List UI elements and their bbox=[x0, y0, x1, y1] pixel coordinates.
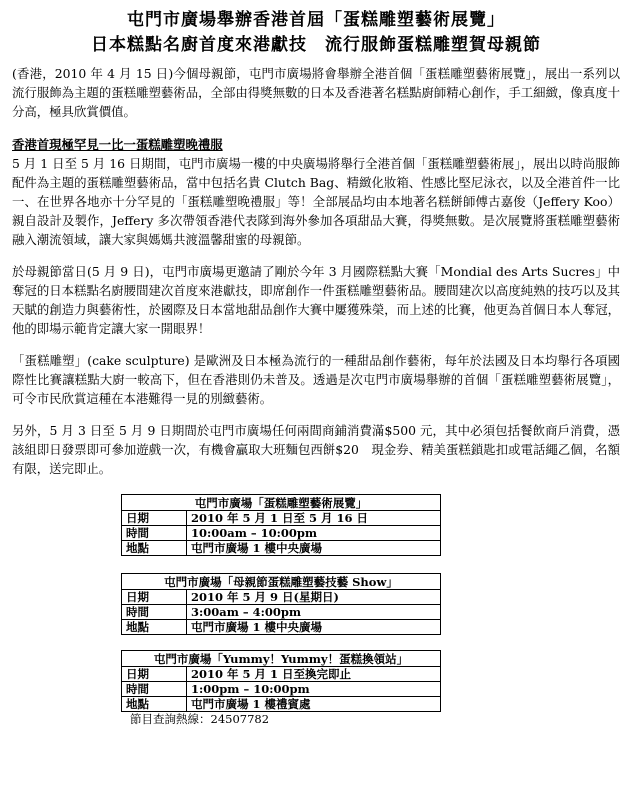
event-table-demo-show bbox=[121, 573, 441, 635]
row-value: 2010 年 5 月 1 日至 5 月 16 日 bbox=[187, 511, 441, 526]
intro-paragraph: (香港，2010 年 4 月 15 日)今個母親節，屯門市廣場將會舉辦全港首個「蛋糕雕塑藝術展覽」，展出一系列以流行服飾為主題的蛋糕雕塑藝術品，全部由得獎無數的日本及香港著名糕點廚師精心創作，手工細緻，像真度十分高，極具欣賞價值。 bbox=[12, 66, 620, 119]
title-line-2: 日本糕點名廚首度來港獻技 流行服飾蛋糕雕塑賀母親節 bbox=[91, 35, 541, 55]
row-label: 地點 bbox=[122, 620, 187, 635]
row-value: 3:00am – 4:00pm bbox=[187, 605, 441, 620]
row-value: 屯門市廣場 1 樓禮賓處 bbox=[187, 697, 441, 712]
table-row bbox=[122, 541, 441, 556]
table-row bbox=[122, 511, 441, 526]
row-value: 屯門市廣場 1 樓中央廣場 bbox=[187, 541, 441, 556]
row-value: 2010 年 5 月 1 日至換完即止 bbox=[187, 667, 441, 682]
row-label: 時間 bbox=[122, 605, 187, 620]
table-row bbox=[122, 620, 441, 635]
row-label: 日期 bbox=[122, 511, 187, 526]
table-header: 屯門市廣場「蛋糕雕塑藝術展覽」 bbox=[122, 495, 441, 511]
table-row bbox=[122, 526, 441, 541]
row-value: 屯門市廣場 1 樓中央廣場 bbox=[187, 620, 441, 635]
row-label: 地點 bbox=[122, 541, 187, 556]
table-row bbox=[122, 697, 441, 712]
hotline-text: 節目查詢熱線：24507782 bbox=[130, 712, 270, 726]
title-line-1: 屯門市廣場舉辦香港首屆「蛋糕雕塑藝術展覽」 bbox=[127, 10, 505, 30]
table-row bbox=[122, 682, 441, 697]
paragraph-game: 另外，5 月 3 日至 5 月 9 日期間於屯門市廣場任何兩間商鋪消費滿$500 元，其中必須包括餐飲商戶消費，憑該組即日發票即可參加遊戲一次，有機會贏取大班麵包西餅$20 現金券、精美蛋糕鎖匙扣或電話繩乙個，名額有限，送完即止。 bbox=[12, 423, 620, 476]
paragraph-chef-demo: 於母親節當日(5 月 9 日)，屯門市廣場更邀請了剛於今年 3 月國際糕點大賽「Mondial des Arts Sucres」中奪冠的日本糕點名廚腰間建次首度來港獻技，即席創作一件蛋糕雕塑藝術品。腰間建次以高度純熟的技巧以及其天賦的創造力與藝術性，於國際及日本當地甜品創作大賽中屢獲殊榮，而上述的比賽，他更為首個日本人奪冠，他的即場示範肯定讓大家一開眼界！ bbox=[12, 264, 620, 336]
row-value: 2010 年 5 月 9 日(星期日) bbox=[187, 590, 441, 605]
row-value: 10:00am – 10:00pm bbox=[187, 526, 441, 541]
section-heading: 香港首現極罕見一比一蛋糕雕塑晚禮服 bbox=[12, 137, 223, 152]
table-row bbox=[122, 667, 441, 682]
table-row bbox=[122, 590, 441, 605]
table-header: 屯門市廣場「母親節蛋糕雕塑藝技藝 Show」 bbox=[122, 574, 441, 590]
row-value: 1:00pm – 10:00pm bbox=[187, 682, 441, 697]
row-label: 日期 bbox=[122, 590, 187, 605]
row-label: 時間 bbox=[122, 682, 187, 697]
paragraph-cake-sculpture: 「蛋糕雕塑」(cake sculpture) 是歐洲及日本極為流行的一種甜品創作藝術，每年於法國及日本均舉行各項國際性比賽讓糕點大廚一較高下，但在香港則仍未普及。透過是次屯門市廣場舉辦的首個「蛋糕雕塑藝術展覽」，可令市民欣賞這種在本港難得一見的別緻藝術。 bbox=[12, 353, 620, 406]
row-label: 地點 bbox=[122, 697, 187, 712]
event-table-redemption bbox=[121, 650, 441, 712]
paragraph-exhibition: 5 月 1 日至 5 月 16 日期間，屯門市廣場一樓的中央廣場將舉行全港首個「蛋糕雕塑藝術展」，展出以時尚服飾配件為主題的蛋糕雕塑藝術品，當中包括名貴 Clutch Bag、精緻化妝箱、性感比堅尼泳衣，以及全港首件一比一、在世界各地亦十分罕見的「蛋糕雕塑晚禮服」等！全部展品均由本地著名糕餅師傅古嘉俊（Jeffery Koo）親自設計及製作，Jeffery 多次帶領香港代表隊到海外參加各項甜品大賽，得獎無數。是次展覽將蛋糕雕塑藝術融入潮流領域，讓大家與媽媽共渡溫馨甜蜜的母親節。 bbox=[12, 156, 620, 247]
table-row bbox=[122, 605, 441, 620]
table-header: 屯門市廣場「Yummy！Yummy！蛋糕換領站」 bbox=[122, 651, 441, 667]
row-label: 時間 bbox=[122, 526, 187, 541]
event-table-exhibition bbox=[121, 494, 441, 556]
row-label: 日期 bbox=[122, 667, 187, 682]
